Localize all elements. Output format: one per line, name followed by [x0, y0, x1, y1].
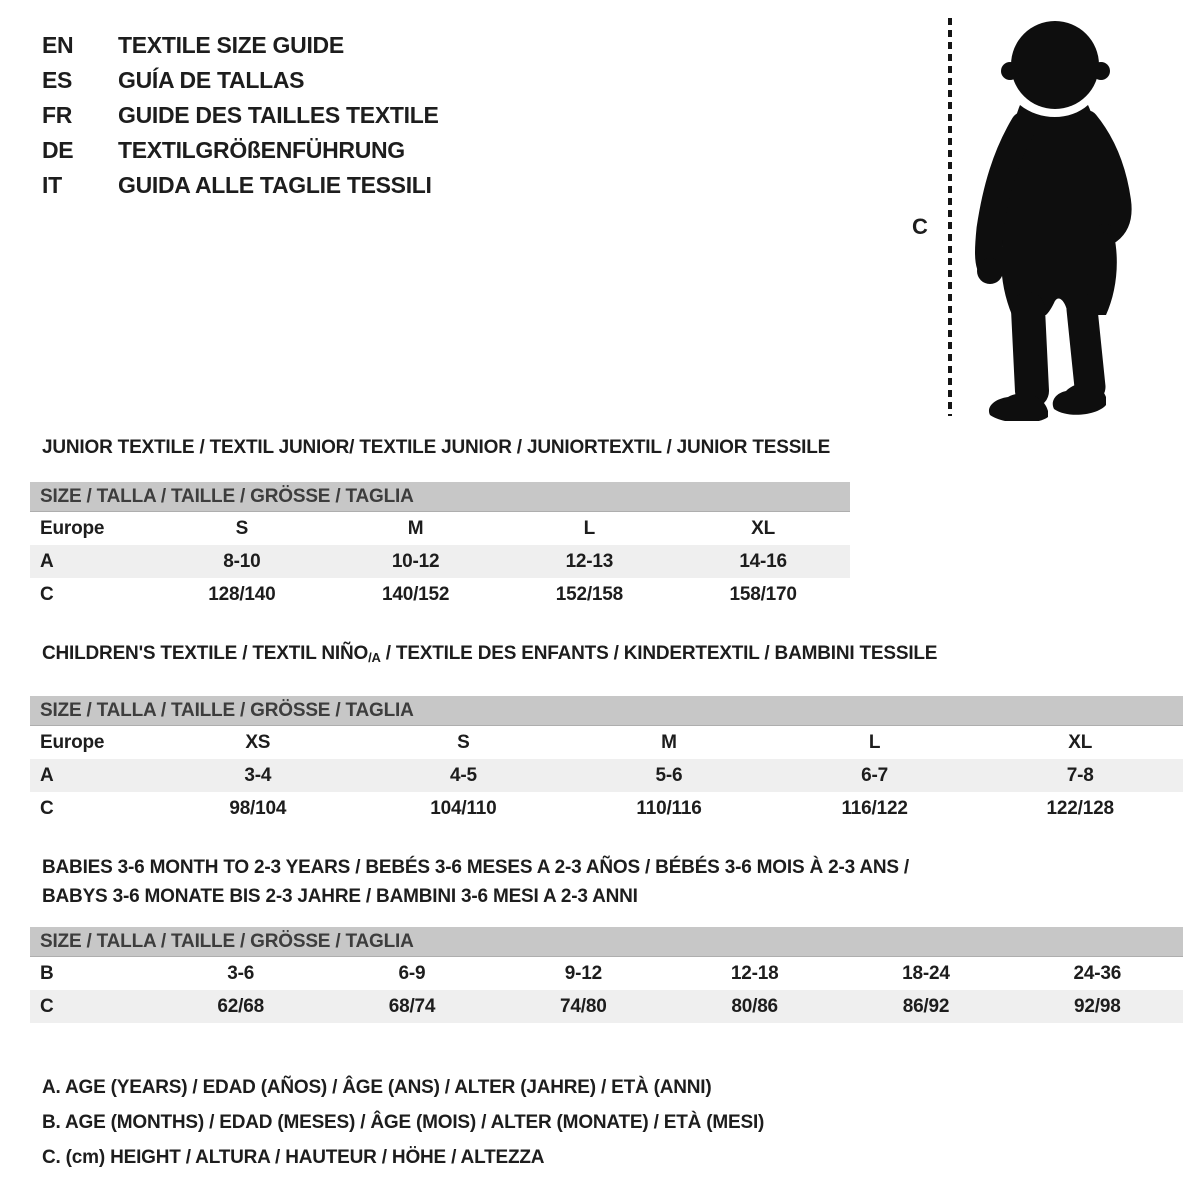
size-cell: 140/152: [381, 583, 450, 605]
language-row: [42, 133, 439, 168]
size-cell: 12-18: [730, 962, 779, 984]
table-row: [30, 792, 1183, 825]
language-row: [42, 98, 439, 133]
size-cell: XS: [245, 731, 271, 753]
size-cell: M: [407, 517, 424, 539]
guide-title: TEXTILE SIZE GUIDE: [118, 32, 344, 58]
size-cell: S: [235, 517, 249, 539]
row-label: A: [40, 550, 54, 572]
table-row: [30, 578, 850, 611]
table-row: [30, 759, 1183, 792]
legend-height-cm: C. (cm) HEIGHT / ALTURA / HAUTEUR / HÖHE / ALTEZZA: [42, 1147, 545, 1168]
children-size-table: [30, 726, 1183, 825]
size-cell: 98/104: [229, 797, 287, 819]
size-cell: XL: [1068, 731, 1093, 753]
size-cell: 128/140: [208, 583, 276, 605]
size-cell: 62/68: [217, 995, 264, 1017]
size-cell: 4-5: [449, 764, 477, 786]
size-cell: 152/158: [555, 583, 624, 605]
guide-title: GUÍA DE TALLAS: [118, 67, 305, 93]
size-cell: 104/110: [430, 797, 497, 819]
size-cell: 3-6: [227, 962, 255, 984]
guide-title: GUIDA ALLE TAGLIE TESSILI: [118, 172, 432, 198]
legend-age-months: B. AGE (MONTHS) / EDAD (MESES) / ÂGE (MOIS) / ALTER (MONATE) / ETÀ (MESI): [42, 1112, 765, 1133]
table-row: [30, 990, 1183, 1023]
row-label: C: [40, 583, 54, 605]
row-label: A: [40, 764, 54, 786]
size-cell: 86/92: [902, 995, 950, 1017]
size-cell: 92/98: [1074, 995, 1121, 1017]
size-cell: S: [457, 731, 470, 753]
children-textile-section: [30, 643, 1183, 825]
section-title-children: [42, 643, 1183, 669]
size-cell: 7-8: [1066, 764, 1094, 786]
title-text: / TEXTILE DES ENFANTS / KINDERTEXTIL / BAMBINI TESSILE: [380, 643, 938, 664]
size-cell: L: [583, 517, 596, 539]
size-cell: XL: [751, 517, 776, 539]
size-cell: 24-36: [1073, 962, 1122, 984]
size-cell: 6-9: [398, 962, 426, 984]
size-cell: 80/86: [731, 995, 778, 1017]
size-cell: 14-16: [739, 550, 787, 572]
legend-age-years: A. AGE (YEARS) / EDAD (AÑOS) / ÂGE (ANS) / ALTER (JAHRE) / ETÀ (ANNI): [42, 1077, 712, 1098]
title-subscript: /A: [368, 650, 381, 665]
toddler-silhouette-icon: [960, 13, 1138, 421]
table-row: [30, 545, 850, 578]
language-row: [42, 168, 439, 203]
row-label: Europe: [40, 731, 105, 753]
junior-textile-section: [30, 437, 850, 611]
table-row: [30, 726, 1183, 759]
language-code: IT: [42, 172, 62, 198]
babies-size-table: [30, 957, 1183, 1023]
table-row: [30, 512, 850, 545]
size-cell: 3-4: [244, 764, 272, 786]
size-cell: L: [868, 731, 881, 753]
section-title-junior: JUNIOR TEXTILE / TEXTIL JUNIOR/ TEXTILE JUNIOR / JUNIORTEXTIL / JUNIOR TESSILE: [42, 437, 831, 458]
guide-title: GUIDE DES TAILLES TEXTILE: [118, 102, 439, 128]
size-cell: 68/74: [388, 995, 436, 1017]
section-title-babies-line2: BABYS 3-6 MONATE BIS 2-3 JAHRE / BAMBINI 3-6 MESI A 2-3 ANNI: [42, 886, 638, 907]
size-cell: M: [661, 731, 677, 753]
size-cell: 18-24: [902, 962, 950, 984]
size-cell: 6-7: [861, 764, 889, 786]
height-measure-dashed-line: [948, 18, 952, 416]
height-measure-label: C: [912, 214, 928, 239]
guide-title: TEXTILGRÖßENFÜHRUNG: [118, 137, 405, 163]
size-cell: 12-13: [565, 550, 614, 572]
language-code: ES: [42, 67, 73, 93]
size-cell: 116/122: [841, 797, 908, 819]
size-cell: 74/80: [560, 995, 607, 1017]
size-cell: 158/170: [729, 583, 797, 605]
language-code: EN: [42, 32, 74, 58]
measure-legend: [42, 1070, 764, 1175]
size-header-bar: SIZE / TALLA / TAILLE / GRÖSSE / TAGLIA: [30, 927, 1183, 957]
size-header-bar: SIZE / TALLA / TAILLE / GRÖSSE / TAGLIA: [30, 482, 850, 512]
size-cell: 9-12: [564, 962, 602, 984]
size-cell: 122/128: [1046, 797, 1114, 819]
section-title-babies-line1: BABIES 3-6 MONTH TO 2-3 YEARS / BEBÉS 3-6 MESES A 2-3 AÑOS / BÉBÉS 3-6 MOIS À 2-3 ANS /: [42, 857, 910, 878]
language-row: [42, 63, 439, 98]
size-cell: 8-10: [223, 550, 261, 572]
size-cell: 5-6: [655, 764, 683, 786]
language-code: FR: [42, 102, 73, 128]
row-label: C: [40, 797, 54, 819]
language-code: DE: [42, 137, 74, 163]
language-row: [42, 28, 439, 63]
size-cell: 10-12: [391, 550, 440, 572]
table-row: [30, 957, 1183, 990]
title-text: CHILDREN'S TEXTILE / TEXTIL NIÑO: [42, 643, 369, 664]
row-label: Europe: [40, 517, 105, 539]
size-header-bar: SIZE / TALLA / TAILLE / GRÖSSE / TAGLIA: [30, 696, 1183, 726]
language-title-list: [42, 28, 439, 203]
row-label: B: [40, 962, 54, 984]
junior-size-table: [30, 512, 850, 611]
size-cell: 110/116: [636, 797, 702, 819]
row-label: C: [40, 995, 54, 1017]
babies-textile-section: [30, 853, 1183, 1023]
